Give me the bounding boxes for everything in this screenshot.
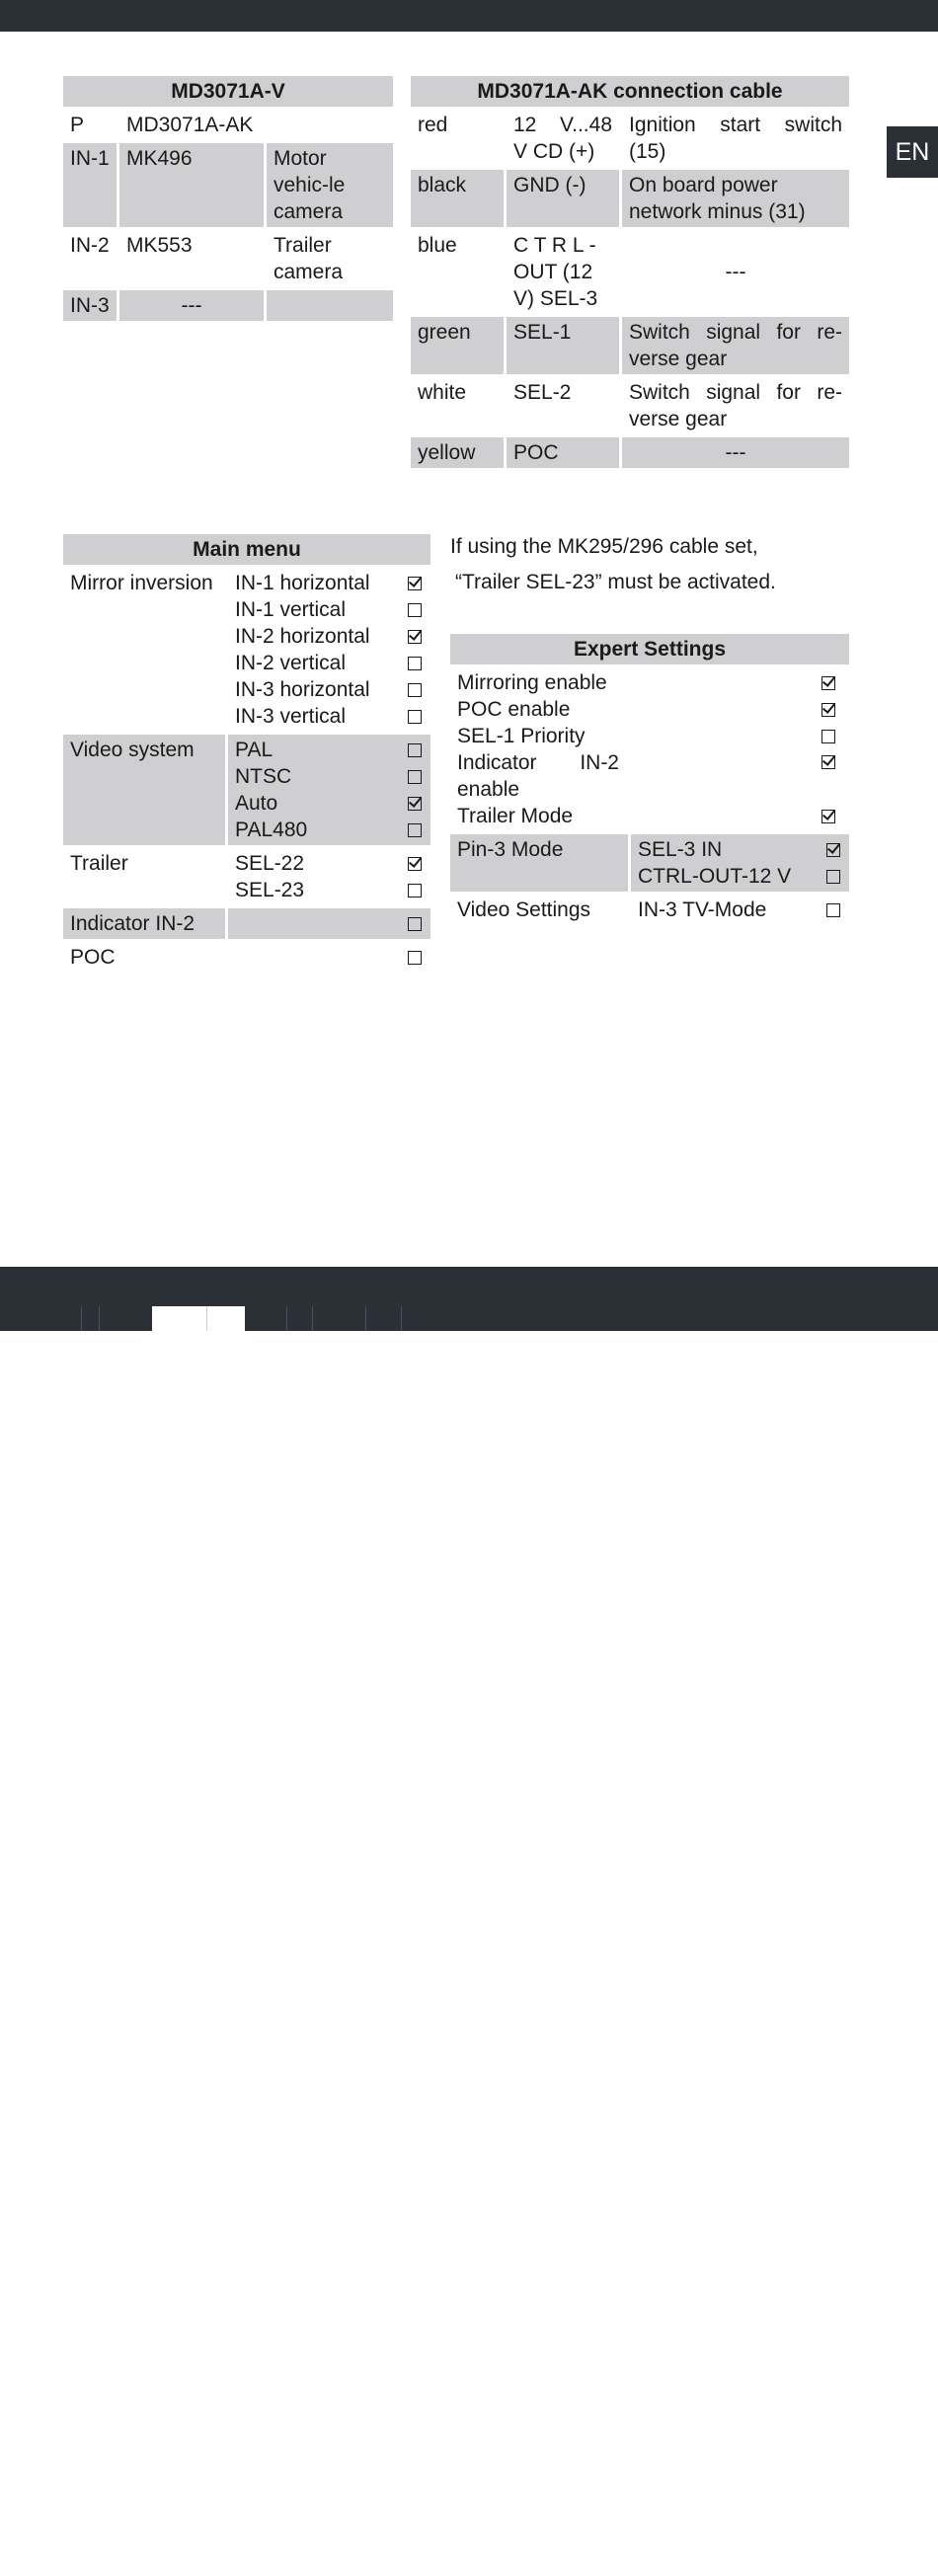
menu-option	[235, 623, 424, 650]
table-row	[450, 667, 849, 831]
expert-option	[457, 803, 842, 829]
checkbox-unchecked-icon[interactable]	[826, 903, 840, 917]
option-label: PAL480	[235, 819, 308, 841]
table-row	[450, 895, 849, 925]
menu-option	[235, 650, 424, 676]
port-label: IN-2	[63, 230, 117, 287]
wire-signal: C T R L - OUT (12 V) SEL-3	[507, 230, 619, 314]
option-label: IN-2 vertical	[235, 652, 347, 674]
checkbox-checked-icon[interactable]	[408, 797, 422, 811]
menu-option	[235, 944, 424, 971]
wire-signal: 12 V...48 V CD (+)	[507, 110, 619, 167]
option-label: IN-1 horizontal	[235, 572, 370, 594]
port-label: IN-3	[63, 290, 117, 321]
table-row	[411, 110, 849, 167]
device-model: ---	[119, 290, 264, 321]
footer-divider	[99, 1306, 100, 1331]
checkbox-checked-icon[interactable]	[408, 577, 422, 590]
footer-divider	[401, 1306, 402, 1331]
wire-signal: SEL-1	[507, 317, 619, 374]
menu-option	[235, 790, 424, 817]
checkbox-checked-icon[interactable]	[821, 755, 835, 769]
wire-color: blue	[411, 230, 504, 314]
option-label: CTRL-OUT-12 V	[638, 865, 792, 888]
option-label: IN-3 vertical	[235, 705, 347, 728]
expert-option	[457, 696, 842, 723]
option-label: SEL-3 IN	[638, 838, 723, 861]
table-row	[411, 230, 849, 314]
note-line: “Trailer SEL-23” must be activated.	[455, 571, 776, 593]
menu-option	[235, 763, 424, 790]
footer-divider	[312, 1306, 313, 1331]
wire-signal: SEL-2	[507, 377, 619, 434]
device-model: MK553	[119, 230, 264, 287]
checkbox-unchecked-icon[interactable]	[408, 603, 422, 617]
checkbox-unchecked-icon[interactable]	[408, 743, 422, 757]
menu-option	[235, 910, 424, 937]
expert-settings-title: Expert Settings	[450, 634, 849, 664]
table-row	[63, 290, 393, 321]
wire-color: white	[411, 377, 504, 434]
menu-option	[638, 863, 842, 890]
table-row	[411, 377, 849, 434]
table-row	[63, 908, 430, 939]
checkbox-unchecked-icon[interactable]	[826, 870, 840, 884]
checkbox-checked-icon[interactable]	[821, 810, 835, 823]
wire-function: Switch signal for re-verse gear	[622, 377, 849, 434]
checkbox-checked-icon[interactable]	[821, 676, 835, 690]
wire-function: ---	[622, 230, 849, 314]
menu-section-label: Mirror inversion	[63, 568, 225, 732]
footer-divider	[206, 1306, 207, 1331]
option-label: NTSC	[235, 765, 292, 788]
menu-section-label: Trailer	[63, 848, 225, 905]
option-label: Mirroring enable	[457, 671, 607, 694]
menu-section-label: Indicator IN-2	[63, 908, 225, 939]
menu-section-label: POC	[63, 942, 225, 973]
footer-divider	[81, 1306, 82, 1331]
table-row	[411, 437, 849, 468]
table-row	[411, 317, 849, 374]
bottom-bar	[0, 1267, 938, 2575]
option-label: Auto	[235, 792, 278, 815]
option-label: Indicator IN-2 enable	[457, 751, 619, 801]
table-row	[63, 942, 430, 973]
expert-option	[457, 749, 842, 803]
device-description	[267, 290, 393, 321]
option-label: IN-3 TV-Mode	[638, 898, 767, 921]
pin3-mode-options	[631, 834, 849, 892]
device-description: Motor vehic-le camera	[267, 143, 393, 227]
port-label: IN-1	[63, 143, 117, 227]
table-row	[411, 170, 849, 227]
md3071av-table	[60, 73, 396, 324]
checkbox-unchecked-icon[interactable]	[821, 730, 835, 743]
menu-option	[235, 877, 424, 903]
top-bar	[0, 0, 938, 32]
option-label: SEL-1 Priority	[457, 725, 586, 747]
option-label: POC enable	[457, 698, 571, 721]
table-row	[63, 568, 430, 732]
menu-option	[235, 817, 424, 843]
footer-divider	[365, 1306, 366, 1331]
language-tab: EN	[887, 126, 938, 178]
connection-cable-table	[408, 73, 852, 471]
menu-options	[228, 942, 430, 973]
checkbox-checked-icon[interactable]	[821, 703, 835, 717]
option-label: IN-2 horizontal	[235, 625, 370, 648]
page-number: 91	[888, 2556, 906, 2575]
menu-option	[235, 570, 424, 596]
checkbox-unchecked-icon[interactable]	[408, 884, 422, 898]
table-row	[450, 834, 849, 892]
checkbox-unchecked-icon[interactable]	[408, 823, 422, 837]
menu-options	[228, 735, 430, 845]
wire-function: Switch signal for re-verse gear	[622, 317, 849, 374]
menu-option	[235, 850, 424, 877]
table-row	[63, 110, 393, 140]
menu-option	[235, 737, 424, 763]
option-label: IN-3 horizontal	[235, 678, 370, 701]
footer-divider	[286, 1306, 287, 1331]
wire-function: On board power network minus (31)	[622, 170, 849, 227]
table-row	[63, 230, 393, 287]
checkbox-checked-icon[interactable]	[408, 857, 422, 871]
main-menu-table	[60, 531, 433, 976]
checkbox-checked-icon[interactable]	[408, 630, 422, 644]
expert-settings-table	[447, 631, 852, 928]
wire-color: yellow	[411, 437, 504, 468]
wire-function: Ignition start switch (15)	[622, 110, 849, 167]
option-label: Trailer Mode	[457, 805, 574, 827]
wire-color: black	[411, 170, 504, 227]
wire-signal: GND (-)	[507, 170, 619, 227]
checkbox-unchecked-icon[interactable]	[408, 770, 422, 784]
checkbox-unchecked-icon[interactable]	[408, 683, 422, 697]
pin3-mode-label: Pin-3 Mode	[450, 834, 628, 892]
device-model: MK496	[119, 143, 264, 227]
option-label: IN-1 vertical	[235, 598, 347, 621]
checkbox-unchecked-icon[interactable]	[408, 917, 422, 931]
expert-options	[450, 667, 849, 831]
menu-option	[235, 676, 424, 703]
checkbox-unchecked-icon[interactable]	[408, 710, 422, 724]
video-settings-label: Video Settings	[450, 895, 628, 925]
checkbox-unchecked-icon[interactable]	[408, 657, 422, 670]
checkbox-checked-icon[interactable]	[826, 843, 840, 857]
option-label: SEL-22	[235, 852, 305, 875]
main-menu-title: Main menu	[63, 534, 430, 565]
expert-option	[457, 723, 842, 749]
cable-set-note	[450, 529, 776, 600]
menu-option	[235, 596, 424, 623]
md3071av-title: MD3071A-V	[63, 76, 393, 107]
wire-signal: POC	[507, 437, 619, 468]
footer-light-block	[152, 1306, 245, 1331]
cable-title: MD3071A-AK connection cable	[411, 76, 849, 107]
option-label: SEL-23	[235, 879, 305, 901]
table-row	[63, 735, 430, 845]
option-label: PAL	[235, 739, 274, 761]
note-line: If using the MK295/296 cable set,	[450, 535, 758, 558]
menu-option	[638, 836, 842, 863]
video-settings-options	[631, 895, 849, 925]
checkbox-unchecked-icon[interactable]	[408, 951, 422, 965]
table-row	[63, 848, 430, 905]
menu-section-label: Video system	[63, 735, 225, 845]
port-label: P	[63, 110, 117, 140]
menu-options	[228, 568, 430, 732]
device-description: Trailer camera	[267, 230, 393, 287]
menu-option	[638, 897, 842, 923]
wire-color: green	[411, 317, 504, 374]
menu-option	[235, 703, 424, 730]
device-model: MD3071A-AK	[119, 110, 393, 140]
wire-function: ---	[622, 437, 849, 468]
table-row	[63, 143, 393, 227]
wire-color: red	[411, 110, 504, 167]
menu-options	[228, 908, 430, 939]
expert-option	[457, 669, 842, 696]
menu-options	[228, 848, 430, 905]
